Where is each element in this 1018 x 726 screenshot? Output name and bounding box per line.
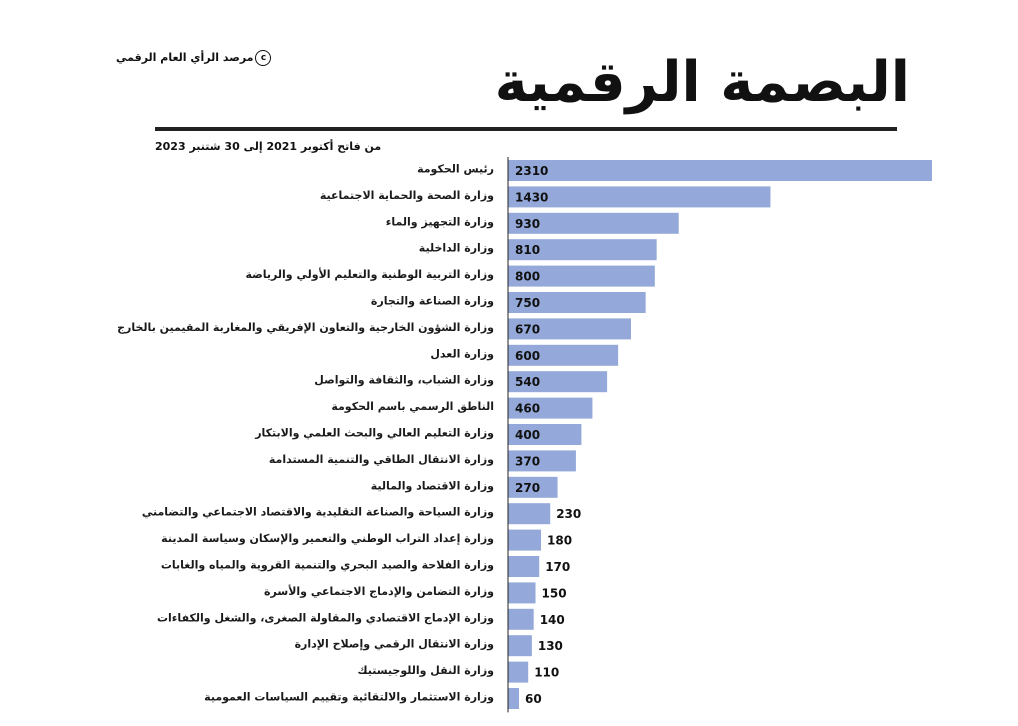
data-label: 180	[547, 533, 573, 548]
data-label: 800	[515, 269, 541, 284]
data-label: 60	[525, 692, 542, 706]
category-label: وزارة الصناعة والتجارة	[370, 294, 494, 308]
credit-text: مرصد الرأي العام الرقمي	[116, 51, 254, 64]
data-label: 810	[515, 243, 541, 258]
bar	[508, 530, 541, 551]
data-label: 460	[515, 401, 541, 416]
data-label: 1430	[515, 190, 549, 205]
bar	[508, 503, 550, 524]
category-label: وزارة الشباب، والثقافة والتواصل	[314, 373, 494, 387]
category-label: وزارة الانتقال الطاقي والتنمية المستدامة	[268, 452, 494, 466]
category-label: الناطق الرسمي باسم الحكومة	[331, 400, 494, 414]
data-label: 600	[515, 348, 541, 363]
bar	[508, 582, 536, 603]
bar	[508, 688, 519, 709]
data-label: 2310	[515, 164, 549, 178]
copyright-icon: c	[255, 50, 271, 66]
data-label: 540	[515, 375, 541, 390]
bar	[508, 160, 932, 181]
category-label: وزارة الاقتصاد والمالية	[370, 479, 494, 493]
data-label: 930	[515, 216, 541, 231]
category-label: وزارة إعداد التراب الوطني والتعمير والإسكان وسياسة المدينة	[161, 532, 494, 546]
bars-group	[117, 160, 932, 709]
category-label: وزارة التربية الوطنية والتعليم الأولي والرياضة	[245, 268, 494, 282]
category-label: وزارة الصحة والحماية الاجتماعية	[319, 188, 494, 202]
category-label: وزارة الإدماج الاقتصادي والمقاولة الصغرى، والشغل والكفاءات	[156, 611, 494, 625]
category-label: رئيس الحكومة	[417, 162, 494, 176]
category-label: وزارة النقل واللوجيستيك	[357, 664, 494, 678]
bar	[508, 556, 539, 577]
data-label: 370	[515, 454, 541, 469]
category-label: وزارة الفلاحة والصيد البحري والتنمية القروية والمياه والغابات	[160, 558, 494, 572]
data-label: 170	[545, 560, 571, 574]
category-label: وزارة الداخلية	[418, 241, 494, 255]
category-label: وزارة التضامن والإدماج الاجتماعي والأسرة	[264, 584, 494, 598]
page-title: البصمة الرقمية	[494, 50, 910, 115]
category-label: وزارة التجهيز والماء	[385, 215, 494, 229]
period-subtitle: من فاتح أكتوبر 2021 إلى 30 شتنبر 2023	[155, 140, 382, 153]
data-label: 270	[515, 480, 541, 495]
category-label: وزارة الانتقال الرقمي وإصلاح الإدارة	[294, 637, 494, 651]
data-label: 110	[534, 665, 560, 680]
bar	[508, 662, 528, 683]
data-label: 670	[515, 322, 541, 337]
data-label: 130	[537, 639, 563, 654]
bar	[508, 609, 534, 630]
data-label: 750	[515, 296, 541, 310]
category-label: وزارة العدل	[430, 347, 494, 361]
bar	[508, 635, 532, 656]
data-label: 140	[539, 612, 565, 627]
category-label: وزارة الشؤون الخارجية والتعاون الإفريقي والمغاربة المقيمين بالخارج	[117, 320, 494, 334]
data-label: 400	[515, 428, 541, 442]
data-label: 230	[556, 507, 582, 522]
data-label: 150	[541, 586, 567, 601]
category-label: وزارة التعليم العالي والبحث العلمي والابتكار	[255, 426, 494, 440]
category-label: وزارة الاستثمار والالتقائية وتقييم السياسات العمومية	[204, 690, 494, 704]
category-label: وزارة السياحة والصناعة التقليدية والاقتصاد الاجتماعي والتضامني	[141, 505, 494, 519]
